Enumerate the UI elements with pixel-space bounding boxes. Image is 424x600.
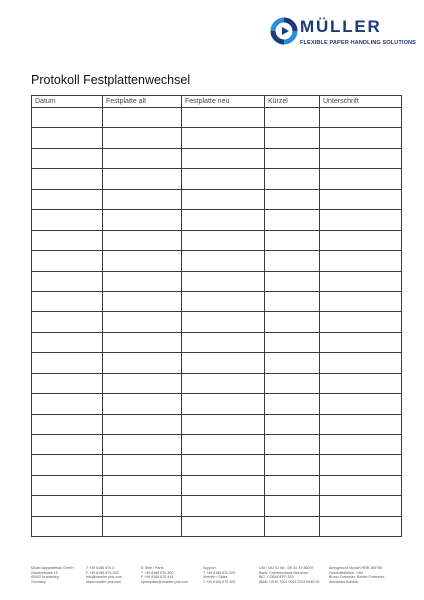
table-cell: [32, 435, 103, 455]
table-cell: [103, 516, 182, 536]
table-cell: [103, 332, 182, 352]
company-logo: [269, 16, 417, 50]
footer-spare-parts: [141, 566, 188, 584]
table-row: [32, 373, 402, 393]
table-cell: [265, 148, 320, 168]
table-cell: [32, 169, 103, 189]
table-row: [32, 312, 402, 332]
table-cell: [182, 394, 265, 414]
table-cell: [103, 414, 182, 434]
logo-tagline: FLEXIBLE PAPER HANDLING SOLUTIONS: [300, 40, 417, 46]
column-header-datum: Datum: [32, 96, 103, 108]
table-cell: [265, 291, 320, 311]
table-cell: [103, 128, 182, 148]
table-cell: [32, 455, 103, 475]
column-header-kuerzel: Kürzel: [265, 96, 320, 108]
footer-text: F +49 8166 670-333: [86, 570, 119, 575]
table-cell: [182, 128, 265, 148]
footer-website-link[interactable]: www.mueller-phs.com: [86, 579, 122, 584]
table-row: [32, 251, 402, 271]
table-cell: [32, 148, 103, 168]
table-row: [32, 435, 402, 455]
table-cell: [32, 108, 103, 128]
table-cell: [320, 230, 402, 250]
table-cell: [320, 108, 402, 128]
table-body: [32, 108, 402, 537]
table-cell: [265, 271, 320, 291]
table-cell: [103, 373, 182, 393]
table-cell: [103, 455, 182, 475]
footer-text: T +49 8166 670-200: [203, 570, 236, 575]
table-cell: [182, 271, 265, 291]
table-cell: [182, 414, 265, 434]
table-cell: [320, 210, 402, 230]
footer-text: BIC: COBADEFF 333: [259, 575, 294, 580]
table-cell: [320, 169, 402, 189]
table-cell: [265, 332, 320, 352]
footer-text: Geschäftsführer / MD: [329, 570, 364, 575]
table-cell: [32, 475, 103, 495]
footer-registration: [329, 566, 385, 584]
table-cell: [103, 189, 182, 209]
footer-text: 85402 Kranzberg: [31, 575, 59, 580]
table-cell: [182, 230, 265, 250]
table-cell: [32, 251, 103, 271]
table-cell: [320, 455, 402, 475]
column-header-unterschrift: Unterschrift: [320, 96, 402, 108]
table-cell: [320, 291, 402, 311]
table-row: [32, 332, 402, 352]
table-cell: [265, 251, 320, 271]
footer-text: F +49 8166 670-444: [141, 575, 174, 580]
table-cell: [320, 414, 402, 434]
table-row: [32, 230, 402, 250]
table-cell: [32, 353, 103, 373]
table-cell: [320, 312, 402, 332]
footer-email-link[interactable]: info@mueller-phs.com: [86, 575, 123, 580]
table-row: [32, 291, 402, 311]
table-cell: [182, 496, 265, 516]
table-cell: [103, 271, 182, 291]
table-cell: [32, 230, 103, 250]
table-row: [32, 516, 402, 536]
table-cell: [103, 475, 182, 495]
table-cell: [32, 373, 103, 393]
table-cell: [182, 312, 265, 332]
table-cell: [103, 108, 182, 128]
table-row: [32, 455, 402, 475]
table-cell: [265, 516, 320, 536]
footer-text: Germany: [31, 579, 46, 584]
table-cell: [32, 312, 103, 332]
table-cell: [320, 189, 402, 209]
table-cell: [265, 189, 320, 209]
table-row: [32, 414, 402, 434]
table-row: [32, 475, 402, 495]
table-cell: [320, 475, 402, 495]
table-cell: [182, 189, 265, 209]
table-cell: [265, 210, 320, 230]
table-cell: [32, 210, 103, 230]
table-cell: [265, 230, 320, 250]
table-cell: [182, 210, 265, 230]
table-cell: [103, 496, 182, 516]
column-header-festplatte-alt: Festplatte alt: [103, 96, 182, 108]
table-cell: [320, 394, 402, 414]
footer-contact: [86, 566, 122, 584]
table-header-row: [32, 96, 402, 108]
table-row: [32, 353, 402, 373]
footer-text: T +49 8166 670-300: [203, 579, 236, 584]
table-row: [32, 210, 402, 230]
table-cell: [265, 455, 320, 475]
footer-text: Müller Apparatebau GmbH: [31, 566, 74, 570]
page-title: Protokoll Festplattenwechsel: [31, 73, 191, 87]
table-cell: [265, 353, 320, 373]
footer-text: Vertrieb / Sales: [203, 575, 228, 580]
table-cell: [182, 475, 265, 495]
footer-text: Bank: Commerzbank München: [259, 570, 309, 575]
table-cell: [182, 148, 265, 168]
table-cell: [103, 291, 182, 311]
table-cell: [32, 496, 103, 516]
footer-text: Alexandra Bobeck: [329, 579, 359, 584]
table-cell: [32, 189, 103, 209]
table-cell: [320, 128, 402, 148]
table-cell: [103, 353, 182, 373]
table-cell: [32, 128, 103, 148]
table-row: [32, 148, 402, 168]
table-cell: [182, 332, 265, 352]
table-cell: [320, 251, 402, 271]
footer-text: E-Teile / Parts: [141, 566, 164, 570]
footer-support: [203, 566, 235, 584]
table-cell: [320, 516, 402, 536]
table-cell: [265, 475, 320, 495]
table-cell: [103, 435, 182, 455]
table-cell: [32, 332, 103, 352]
table-row: [32, 496, 402, 516]
footer-email-link[interactable]: sparepatrs@mueller-phs.com: [141, 579, 189, 584]
table-cell: [265, 128, 320, 148]
table-row: [32, 108, 402, 128]
table-cell: [320, 353, 402, 373]
table-cell: [32, 394, 103, 414]
footer-text: Gewerbepark 19: [31, 570, 58, 575]
table-cell: [103, 394, 182, 414]
footer-bank: [259, 566, 319, 584]
table-cell: [182, 169, 265, 189]
table-cell: [320, 332, 402, 352]
table-cell: [182, 373, 265, 393]
table-cell: [265, 394, 320, 414]
table-cell: [103, 148, 182, 168]
mueller-logo-icon: [269, 16, 299, 46]
table-cell: [182, 251, 265, 271]
table-cell: [32, 516, 103, 536]
footer-text: Support: [203, 566, 216, 570]
table-cell: [320, 271, 402, 291]
table-cell: [182, 516, 265, 536]
table-cell: [182, 291, 265, 311]
table-cell: [265, 108, 320, 128]
footer-text: Bruno Fortmeier, Robert Fortmeier,: [329, 575, 385, 580]
table-cell: [182, 455, 265, 475]
footer-text: T +49 8166 670-400: [141, 570, 174, 575]
table-row: [32, 169, 402, 189]
table-row: [32, 271, 402, 291]
table-cell: [320, 148, 402, 168]
table-cell: [103, 230, 182, 250]
footer-text: USt / VAT ID No.: DE 81 47 86097: [259, 566, 314, 570]
table-cell: [320, 373, 402, 393]
table-cell: [32, 291, 103, 311]
table-cell: [182, 108, 265, 128]
table-cell: [265, 414, 320, 434]
table-row: [32, 394, 402, 414]
table-cell: [320, 496, 402, 516]
footer-text: Amtsgericht Munich HRB 165798: [329, 566, 383, 570]
footer-text: T +49 8166 670-0: [86, 566, 115, 570]
table-cell: [265, 373, 320, 393]
footer-text: IBAN: DE40 7004 0041 0224 6946 00: [259, 579, 320, 584]
table-cell: [265, 312, 320, 332]
table-cell: [32, 414, 103, 434]
logo-wordmark: MÜLLER: [300, 17, 382, 36]
table-cell: [103, 169, 182, 189]
table-cell: [103, 251, 182, 271]
table-cell: [265, 496, 320, 516]
protocol-table: [31, 95, 402, 537]
table-row: [32, 189, 402, 209]
table-cell: [265, 435, 320, 455]
column-header-festplatte-neu: Festplatte neu: [182, 96, 265, 108]
table-cell: [32, 271, 103, 291]
table-cell: [182, 353, 265, 373]
table-cell: [182, 435, 265, 455]
footer-company-address: [31, 566, 74, 584]
table-cell: [265, 169, 320, 189]
table-row: [32, 128, 402, 148]
table-cell: [320, 435, 402, 455]
table-cell: [103, 312, 182, 332]
table-cell: [103, 210, 182, 230]
